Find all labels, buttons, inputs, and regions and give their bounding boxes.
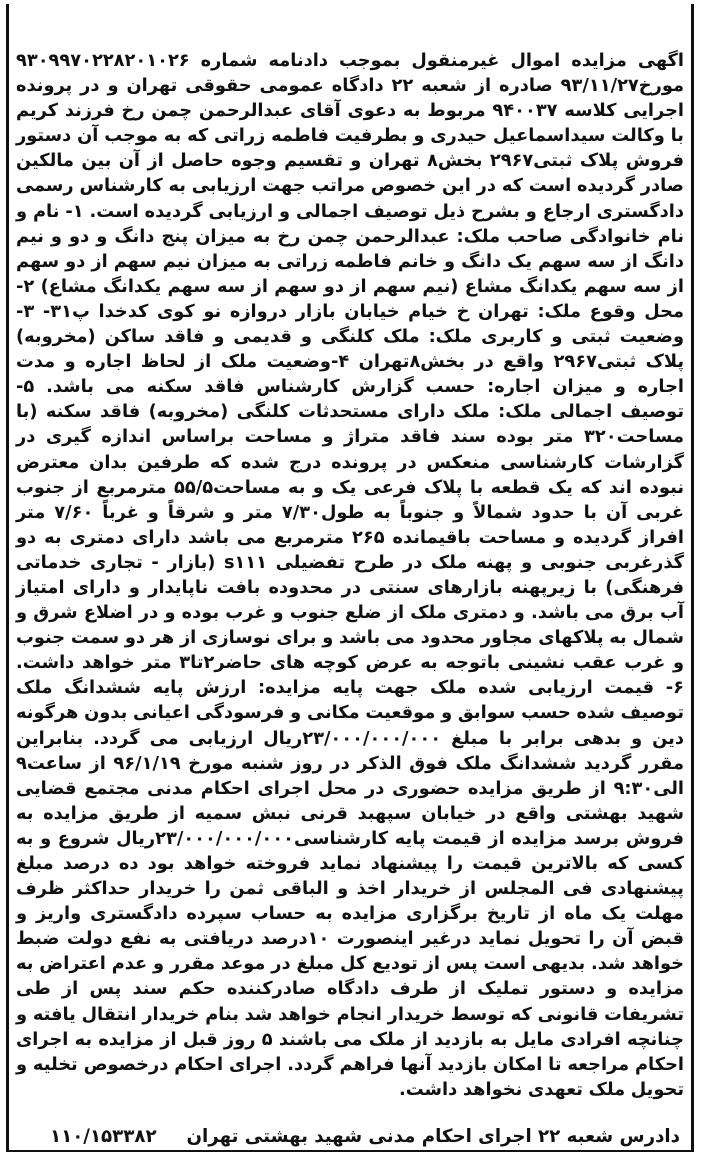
- issuer-signature: دادرس شعبه ۲۲ اجرای احکام مدنی شهید بهشتی تهران: [186, 1125, 680, 1147]
- notice-code: ۱۱۰/۱۵۳۳۸۲: [50, 1125, 157, 1147]
- notice-footer: [16, 1122, 684, 1150]
- notice-body: اگهی مزایده اموال غیرمنقول بموجب دادنامه شماره ۹۳۰۹۹۷۰۲۲۸۲۰۱۰۲۶ مورخ۹۳/۱۱/۲۷ صادره از شعبه ۲۲ دادگاه عمومی حقوقی تهران و در پرونده اجرایی کلاسه ۹۴۰۰۳۷ مربوط به دعوی آقای عبدالرحمن چمن رخ فرزند کریم با وکالت سیداسماعیل حیدری و بطرفیت فاطمه زراتی که به موجب آن دستور فروش پلاک ثبتی۲۹۶۷ بخش۸ تهران و تقسیم وجوه حاصل از آن بین مالکین صادر گردیده است که در این خصوص مراتب جهت ارزیابی به کارشناس رسمی دادگستری ارجاع و بشرح ذیل توصیف اجمالی و ارزیابی گردیده است. ۱- نام و نام خانوادگی صاحب ملک: عبدالرحمن چمن رخ به میزان پنج دانگ و دو و نیم دانگ از سه سهم یک دانگ و خانم فاطمه زراتی به میزان نیم سهم از دو سهم از سه سهم یکدانگ مشاع (نیم سهم از دو سهم از سه سهم یکدانگ مشاع) ۲- محل وقوع ملک: تهران خ خیام خیابان بازار دروازه نو کوی کدخدا پ۳۱- ۳- وضعیت ثبتی و کاربری ملک: ملک کلنگی و قدیمی و فاقد ساکن (مخروبه) پلاک ثبتی۲۹۶۷ واقع در بخش۸تهران ۴-وضعیت ملک از لحاظ اجاره و مدت اجاره و میزان اجاره: حسب گزارش کارشناس فاقد سکنه می باشد. ۵- توصیف اجمالی ملک: ملک دارای مستحدثات کلنگی (مخروبه) فاقد سکنه (با مساحت۳۲۰ متر بوده سند فاقد متراژ و مساحت براساس اندازه گیری در گزارشات کارشناسی منعکس در پرونده درج شده که طرفین بدان معترض نبوده اند که یک قطعه با پلاک فرعی یک و به مساحت۵۵/۵ مترمربع از جنوب غربی آن با حدود شمالاً و جنوباً به طول۷/۳۰ متر و شرقاً و غرباً ۷/۶۰ متر افراز گردیده و مساحت باقیمانده ۲۶۵ مترمربع می باشد دارای دمتری به دو گذرغربی جنوبی و پهنه ملک در طرح تفضیلی s۱۱۱ (بازار - تجاری خدماتی فرهنگی) با زیرپهنه بازارهای سنتی در محدوده بافت ناپایدار و دارای امتیاز آب برق می باشد. و دمتری ملک از ضلع جنوب و غرب بوده و در اضلاع شرق و شمال به پلاکهای مجاور محدود می باشد و برای نوسازی از هر دو سمت جنوب و غرب عقب نشینی باتوجه به عرض کوچه های حاضر۲تا۳ متر خواهد داشت. ۶- قیمت ارزیابی شده ملک جهت پایه مزایده: ارزش پایه ششدانگ ملک توصیف شده حسب سوابق و موقعیت مکانی و فرسودگی اعیانی بدون هرگونه دین و بدهی برابر با مبلغ ۲۳/۰۰۰/۰۰۰/۰۰۰ریال ارزیابی می گردد. بنابراین مقرر گردید ششدانگ ملک فوق الذکر در روز شنبه مورخ ۹۶/۱/۱۹ از ساعت۹ الی۹:۳۰ از طریق مزایده حضوری در محل اجرای احکام مدنی مجتمع قضایی شهید بهشتی واقع در خیابان سپهبد قرنی نبش سمیه از طریق مزایده به فروش برسد مزایده از قیمت پایه کارشناسی۲۳/۰۰۰/۰۰۰/۰۰۰ریال شروع و به کسی که بالاترین قیمت را پیشنهاد نماید فروخته خواهد بود ده درصد مبلغ پیشنهادی فی المجلس از خریدار اخذ و الباقی ثمن را خریدار حداکثر ظرف مهلت یک ماه از تاریخ برگزاری مزایده به حساب سپرده دادگستری واریز و قبض آن را تحویل نماید درغیر اینصورت ۱۰درصد دریافتی به نفع دولت ضبط خواهد شد. بدیهی است پس از تودیع کل مبلغ در موعد مقرر و عدم اعتراض به مزایده و دستور تملیک از طرف دادگاه صادرکننده حکم سند پس از طی تشریفات قانونی که توسط خریدار انجام خواهد شد بنام خریدار انتقال یافته و چنانچه افرادی مایل به بازدید از ملک می باشند ۵ روز قبل از مزایده به اجرای احکام مراجعه تا امکان بازدید آنها فراهم گردد. اجرای احکام درخصوص تخلیه و تحویل ملک تعهدی نخواهد داشت.: [16, 50, 685, 1100]
